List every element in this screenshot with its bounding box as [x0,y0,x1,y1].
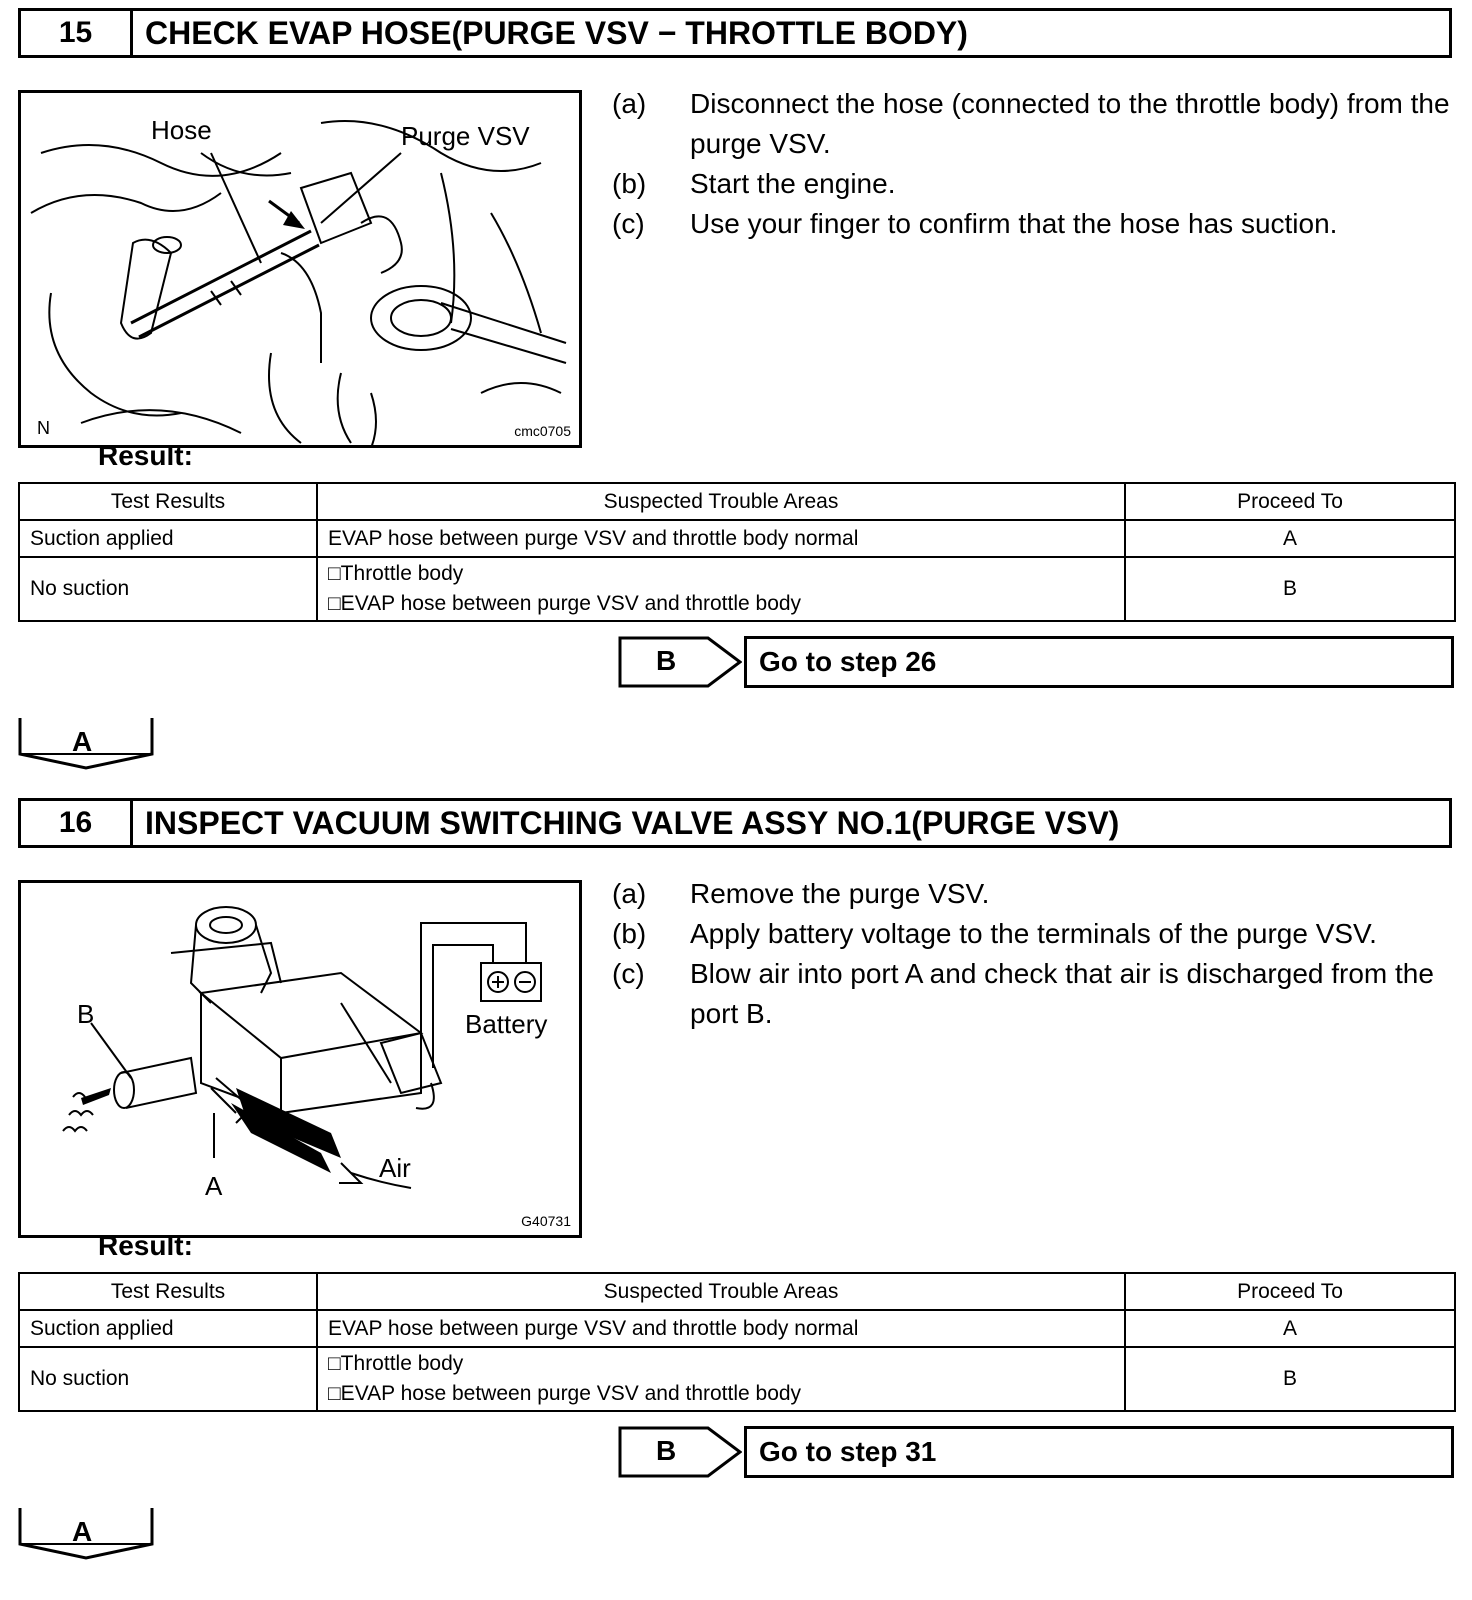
label-air: Air [379,1153,411,1183]
instruction-text: Apply battery voltage to the terminals of the purge VSV. [690,918,1377,949]
step-number: 15 [21,11,133,55]
arrow-tab-icon [618,636,742,688]
step-16-header [18,798,1452,848]
goto-letter: B [656,645,677,676]
label-purge-vsv: Purge VSV [401,121,530,151]
next-step-tab[interactable] [18,1506,154,1560]
trouble-area-line: □Throttle body [328,1352,464,1375]
goto-text: Go to step 26 [744,636,1454,688]
instruction-item [612,164,1462,204]
column-header: Test Results [19,1273,317,1310]
next-letter: A [72,1516,93,1547]
vsv-illustration [21,883,582,1238]
column-header: Test Results [19,483,317,520]
table-header-row [19,483,1455,520]
column-header: Proceed To [1125,1273,1455,1310]
table-row [19,557,1455,621]
step-number: 16 [21,801,133,845]
next-step-tab[interactable] [18,716,154,770]
instruction-text: Disconnect the hose (connected to the throttle body) from the purge VSV. [690,88,1450,159]
figure-code: G40731 [521,1213,571,1229]
instruction-text: Remove the purge VSV. [690,878,990,909]
figure-code: cmc0705 [514,423,571,439]
test-result-cell: Suction applied [19,520,317,557]
step-16-instructions [612,874,1462,1034]
figure-purge-vsv [18,880,582,1238]
goto-text: Go to step 31 [744,1426,1454,1478]
arrow-tab-icon [618,1426,742,1478]
column-header: Proceed To [1125,483,1455,520]
step-15-header [18,8,1452,58]
trouble-area-cell: EVAP hose between purge VSV and throttle body normal [317,520,1125,557]
instruction-item [612,954,1462,1034]
label-hose: Hose [151,115,212,145]
results-table [18,482,1456,622]
label-battery: Battery [465,1009,548,1039]
instruction-item [612,204,1462,244]
instruction-label: (b) [612,918,647,949]
figure-corner-mark: N [37,418,50,438]
instruction-label: (a) [612,878,647,909]
goto-letter: B [656,1435,677,1466]
table-header-row [19,1273,1455,1310]
proceed-cell: A [1125,520,1455,557]
trouble-area-line: □EVAP hose between purge VSV and throttle body [328,1382,802,1405]
trouble-area-cell [317,557,1125,621]
test-result-cell: No suction [19,557,317,621]
proceed-cell: B [1125,1347,1455,1411]
table-row [19,520,1455,557]
proceed-cell: A [1125,1310,1455,1347]
step-title: CHECK EVAP HOSE(PURGE VSV − THROTTLE BODY) [145,14,968,51]
result-heading: Result: [98,440,193,471]
instruction-text: Use your finger to confirm that the hose has suction. [690,208,1338,239]
column-header: Suspected Trouble Areas [317,1273,1125,1310]
column-header: Suspected Trouble Areas [317,483,1125,520]
goto-step-26[interactable] [618,636,1454,688]
proceed-cell: B [1125,557,1455,621]
instruction-label: (c) [612,958,645,989]
figure-evap-hose [18,90,582,448]
next-letter: A [72,726,93,757]
table-row [19,1310,1455,1347]
test-result-cell: Suction applied [19,1310,317,1347]
trouble-area-cell: EVAP hose between purge VSV and throttle body normal [317,1310,1125,1347]
instruction-label: (b) [612,168,647,199]
step-15-instructions [612,84,1462,244]
table-row [19,1347,1455,1411]
goto-step-31[interactable] [618,1426,1454,1478]
results-table [18,1272,1456,1412]
test-result-cell: No suction [19,1347,317,1411]
instruction-item [612,84,1462,164]
trouble-area-line: □Throttle body [328,562,464,585]
instruction-item [612,874,1462,914]
instruction-text: Start the engine. [690,168,896,199]
trouble-area-cell [317,1347,1125,1411]
result-heading: Result: [98,1230,193,1261]
instruction-label: (a) [612,88,647,119]
instruction-item [612,914,1462,954]
label-port-a: A [205,1171,223,1201]
label-port-b: B [77,999,95,1029]
trouble-area-line: □EVAP hose between purge VSV and throttle body [328,592,802,615]
step-title: INSPECT VACUUM SWITCHING VALVE ASSY NO.1(PURGE VSV) [145,804,1120,841]
instruction-text: Blow air into port A and check that air is discharged from the port B. [690,958,1434,1029]
instruction-label: (c) [612,208,645,239]
